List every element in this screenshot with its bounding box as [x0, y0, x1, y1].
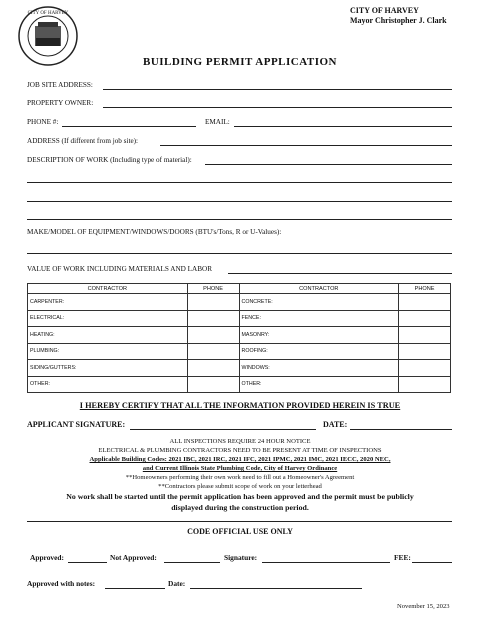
value-field[interactable] — [228, 273, 452, 274]
cell-phone[interactable] — [187, 343, 239, 360]
fee-field[interactable] — [412, 562, 452, 563]
owner-label: PROPERTY OWNER: — [27, 99, 94, 107]
official-date-label: Date: — [168, 579, 186, 588]
approved-label: Approved: — [30, 553, 64, 562]
mayor-name: Mayor Christopher J. Clark — [350, 16, 447, 25]
cell-phone[interactable] — [399, 360, 451, 377]
table-row — [28, 376, 451, 393]
approved-notes-field[interactable] — [105, 588, 165, 589]
make-model-field[interactable] — [27, 253, 452, 254]
contractor-table — [27, 283, 451, 393]
approved-field[interactable] — [68, 562, 107, 563]
city-header — [350, 6, 447, 26]
official-signature-field[interactable] — [262, 562, 390, 563]
cell-other-right[interactable]: OTHER: — [239, 376, 399, 393]
value-label: VALUE OF WORK INCLUDING MATERIALS AND LABOR — [27, 265, 213, 273]
owner-field[interactable] — [103, 107, 452, 108]
job-site-label: JOB SITE ADDRESS: — [27, 81, 93, 89]
fee-label: FEE: — [394, 553, 411, 562]
cell-phone[interactable] — [187, 294, 239, 311]
scope-notice: **Contractors please submit scope of work on your letterhead — [158, 483, 322, 490]
description-field-line-4[interactable] — [27, 219, 452, 220]
cell-plumbing[interactable]: PLUMBING: — [28, 343, 188, 360]
email-field[interactable] — [234, 126, 452, 127]
description-field[interactable] — [205, 164, 452, 165]
cell-phone[interactable] — [187, 327, 239, 344]
cell-electrical[interactable]: ELECTRICAL: — [28, 310, 188, 327]
cell-fence[interactable]: FENCE: — [239, 310, 399, 327]
approved-notes-label: Approved with notes: — [27, 579, 96, 588]
page-title: BUILDING PERMIT APPLICATION — [142, 56, 337, 68]
applicant-signature-field[interactable] — [130, 429, 316, 430]
email-label: EMAIL: — [205, 118, 230, 126]
inspections-notice: ALL INSPECTIONS REQUIRE 24 HOUR NOTICE — [169, 438, 311, 445]
codes-line-1: Applicable Building Codes: 2021 IBC, 2021 IRC, 2021 IFC, 2021 IPMC, 2021 IMC, 2021 IECC, 2020 NEC, — [89, 456, 391, 463]
table-header-row — [28, 284, 451, 294]
cell-concrete[interactable]: CONCRETE: — [239, 294, 399, 311]
cell-heating[interactable]: HEATING: — [28, 327, 188, 344]
official-signature-label: Signature: — [224, 553, 258, 562]
cell-other-left[interactable]: OTHER: — [28, 376, 188, 393]
cell-phone[interactable] — [187, 376, 239, 393]
official-heading: CODE OFFICIAL USE ONLY — [187, 527, 293, 536]
signature-date-label: DATE: — [323, 420, 348, 429]
phone-field[interactable] — [62, 126, 196, 127]
cell-windows[interactable]: WINDOWS: — [239, 360, 399, 377]
divider — [27, 521, 452, 522]
table-row — [28, 327, 451, 344]
table-row — [28, 294, 451, 311]
codes-line-2: and Current Illinois State Plumbing Code, City of Harvey Ordinance — [142, 465, 338, 472]
cell-siding-gutters[interactable]: SIDING/GUTTERS: — [28, 360, 188, 377]
table-row — [28, 343, 451, 360]
address-field[interactable] — [160, 145, 452, 146]
description-field-line-2[interactable] — [27, 182, 452, 183]
not-approved-field[interactable] — [164, 562, 220, 563]
address-label: ADDRESS (If different from job site): — [27, 137, 139, 145]
description-field-line-3[interactable] — [27, 201, 452, 202]
cell-phone[interactable] — [399, 310, 451, 327]
table-row — [28, 360, 451, 377]
cell-phone[interactable] — [399, 294, 451, 311]
certify-statement: I HEREBY CERTIFY THAT ALL THE INFORMATION PROVIDED HEREIN IS TRUE — [79, 401, 401, 410]
homeowners-notice: **Homeowners performing their own work need to fill out a Homeowner's Agreement — [125, 474, 355, 481]
cell-phone[interactable] — [399, 376, 451, 393]
make-model-label: MAKE/MODEL OF EQUIPMENT/WINDOWS/DOORS (BTU's/Tons, R or U-Values): — [27, 228, 282, 236]
warning-line-2: displayed during the construction period. — [171, 503, 309, 512]
cell-masonry[interactable]: MASONRY: — [239, 327, 399, 344]
city-name: CITY OF HARVEY — [350, 6, 419, 15]
contractors-notice: ELECTRICAL & PLUMBING CONTRACTORS NEED TO BE PRESENT AT TIME OF INSPECTIONS — [98, 447, 382, 454]
cell-carpenter[interactable]: CARPENTER: — [28, 294, 188, 311]
col-contractor-right: CONTRACTOR — [239, 284, 399, 294]
cell-phone[interactable] — [399, 327, 451, 344]
description-label: DESCRIPTION OF WORK (Including type of material): — [27, 156, 192, 164]
not-approved-label: Not Approved: — [110, 553, 157, 562]
job-site-field[interactable] — [103, 89, 452, 90]
cell-phone[interactable] — [187, 310, 239, 327]
svg-text:CITY OF HARVEY: CITY OF HARVEY — [27, 11, 69, 16]
footer-date: November 15, 2023 — [397, 603, 450, 610]
table-row — [28, 310, 451, 327]
col-phone-right: PHONE — [399, 284, 451, 294]
cell-phone[interactable] — [399, 343, 451, 360]
applicant-signature-label: APPLICANT SIGNATURE: — [27, 420, 126, 429]
cell-roofing[interactable]: ROOFING: — [239, 343, 399, 360]
official-date-field[interactable] — [190, 588, 362, 589]
cell-phone[interactable] — [187, 360, 239, 377]
warning-line-1: No work shall be started until the permit application has been approved and the permit must be publicly — [66, 492, 414, 501]
phone-label: PHONE #: — [27, 118, 59, 126]
col-contractor-left: CONTRACTOR — [28, 284, 188, 294]
col-phone-left: PHONE — [187, 284, 239, 294]
signature-date-field[interactable] — [350, 429, 452, 430]
